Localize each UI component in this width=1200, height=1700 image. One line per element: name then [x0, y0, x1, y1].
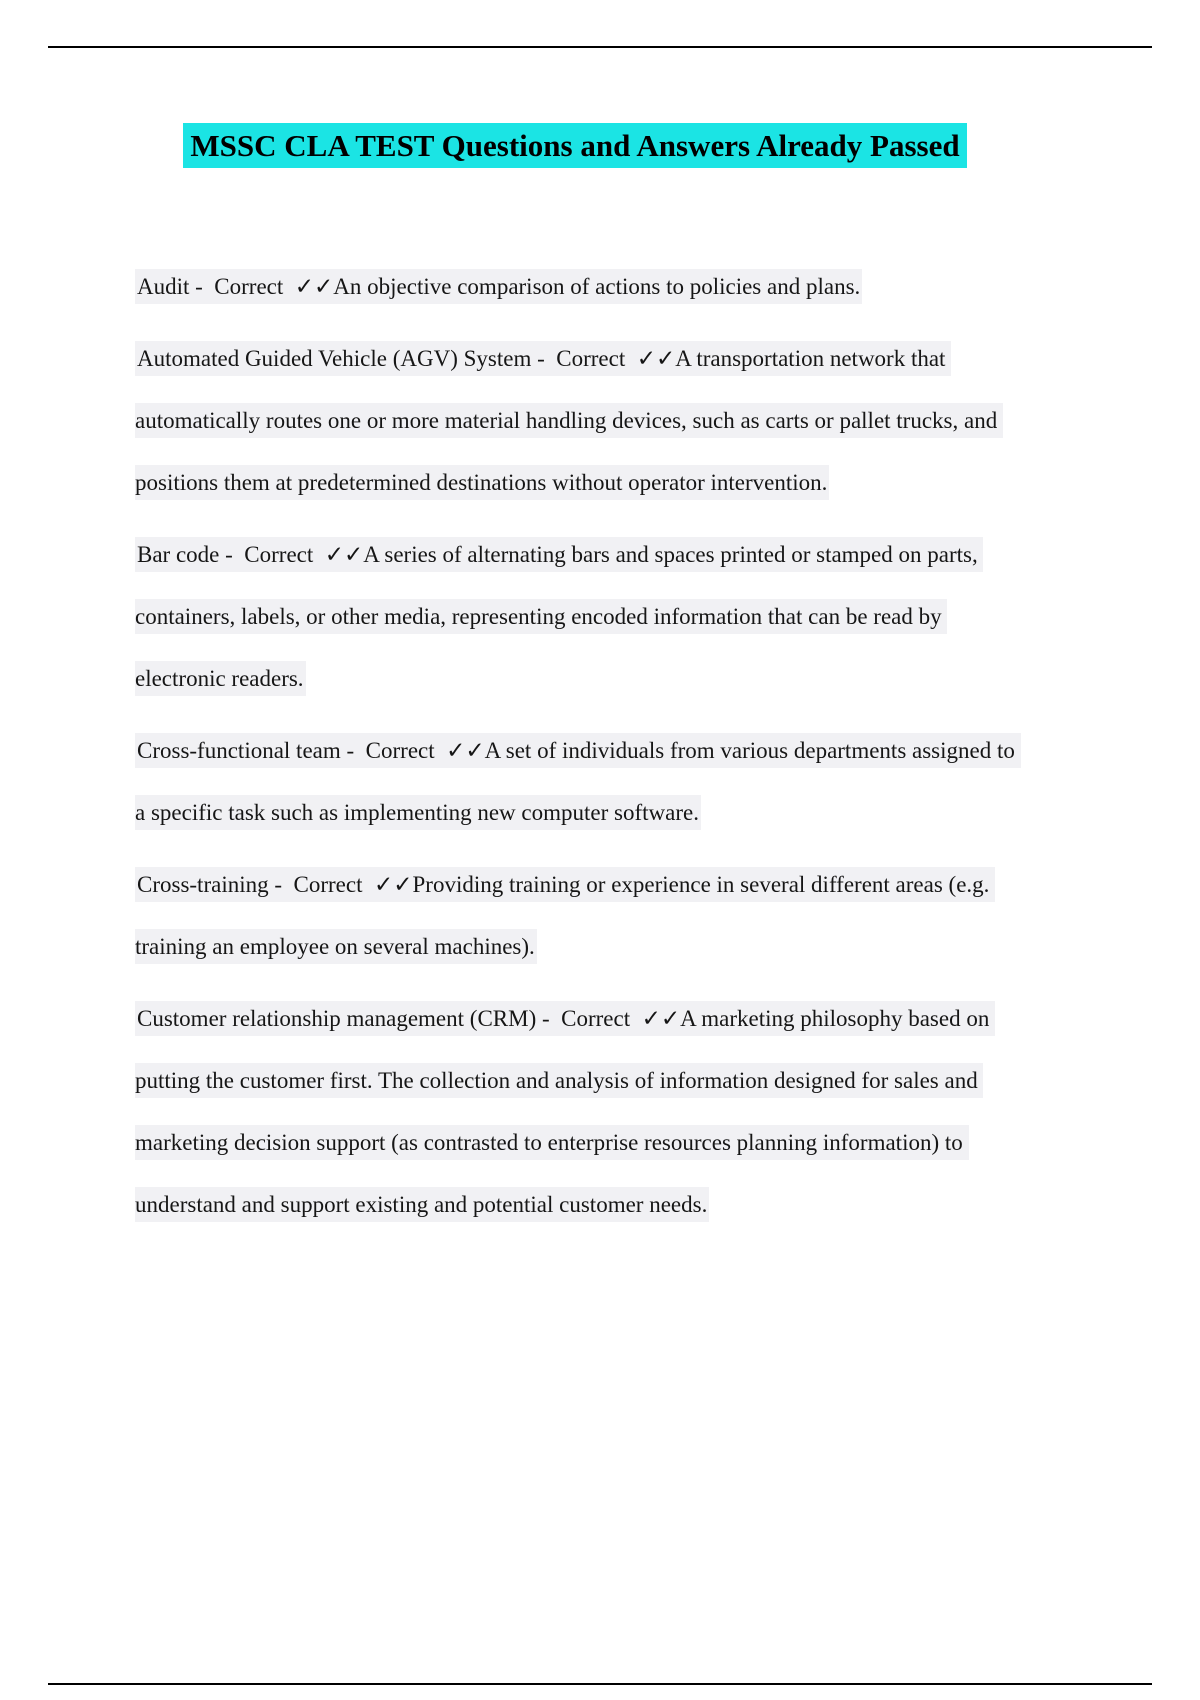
qa-entry-text: Cross-functional team - Correct ✓✓A set of individuals from various departments assigned to a specific task such as implementing new computer software. [135, 733, 1021, 830]
page-title-highlight: MSSC CLA TEST Questions and Answers Already Passed [183, 123, 966, 168]
qa-entry-text: Customer relationship management (CRM) - Correct ✓✓A marketing philosophy based on putting the customer first. The collection and analysis of information designed for sales and marketing decision support (as contrasted to enterprise resources planning information) to understand and support existing and potential customer needs. [135, 1001, 995, 1222]
qa-list [135, 256, 1021, 1236]
page-border-bottom [48, 1683, 1152, 1685]
qa-entry [135, 854, 1015, 978]
qa-entry [135, 988, 1015, 1236]
qa-entry [135, 524, 1015, 710]
qa-entry [135, 256, 1015, 318]
qa-entry [135, 328, 1015, 514]
page-content [135, 128, 1021, 1246]
qa-entry-text: Cross-training - Correct ✓✓Providing training or experience in several different areas (e.g. training an employee on several machines). [135, 867, 995, 964]
qa-entry-text: Audit - Correct ✓✓An objective comparison of actions to policies and plans. [135, 269, 862, 304]
qa-entry-text: Bar code - Correct ✓✓A series of alternating bars and spaces printed or stamped on parts, containers, labels, or other media, representing encoded information that can be read by electronic readers. [135, 537, 983, 696]
page-title [135, 128, 1015, 164]
qa-entry [135, 720, 1021, 844]
page-border-top [48, 46, 1152, 48]
qa-entry-text: Automated Guided Vehicle (AGV) System - Correct ✓✓A transportation network that automatically routes one or more material handling devices, such as carts or pallet trucks, and positions them at predetermined destinations without operator intervention. [135, 341, 1003, 500]
